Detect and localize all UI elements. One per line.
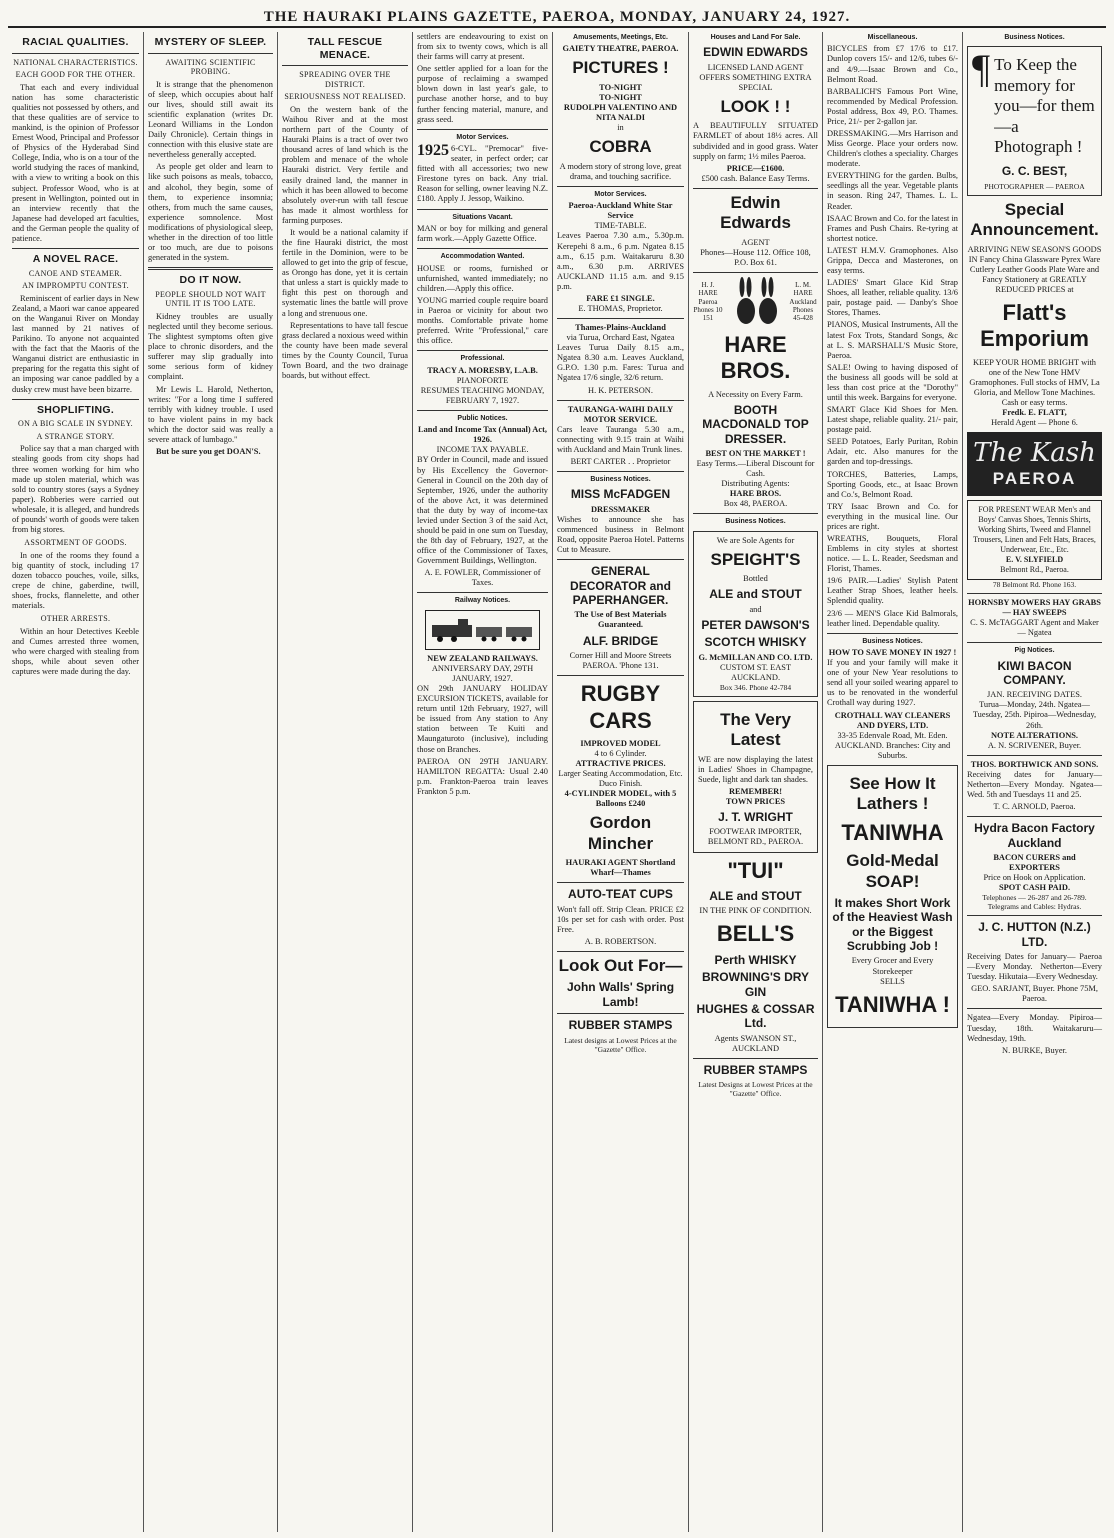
section-label: Amusements, Meetings, Etc. — [573, 34, 668, 41]
farmlet-body: A BEAUTIFULLY SITUATED FARMLET of about 18½ acres. All subdivided and in good grass. Water supply on farm; 1½ miles Paeroa. — [693, 121, 818, 161]
section-label: Motor Services. — [456, 133, 509, 141]
divider — [12, 53, 139, 54]
thames-service-route: via Turua, Orchard East, Ngatea — [566, 333, 675, 343]
divider — [693, 272, 818, 273]
article-tail: But be sure you get DOAN'S. — [156, 446, 261, 456]
mincher-name: Gordon Mincher — [587, 813, 654, 853]
divider — [557, 1013, 684, 1014]
kash-goods: FOR PRESENT WEAR Men's and Boys' Canvas Shoes, Tennis Shirts, Working Shirts, Tweed and Flannel Trousers, Linen and Felt Hats, Braces, Underwear, Etc., Etc. — [973, 504, 1096, 554]
rugby-body: Larger Seating Accommodation, Etc. Duco Finish. — [558, 769, 683, 789]
farmlet-price: PRICE—£1600. — [726, 163, 785, 173]
kash-address: Belmont Rd., Paeroa. — [1000, 564, 1069, 574]
article-paragraph: On the western bank of the Waihou River and at the most northern part of the County of Hauraki Plains is a tract of over two thousand acres of land which is the problem and menace of the whole Hauraki district. Very fertile and easily drained land, the manner in which it has been allowed to become absolutely over-run with tall fescue has made it almost worthless for farming purposes. — [282, 104, 408, 225]
headline-shoplifting: SHOPLIFTING. — [36, 403, 115, 416]
professional-name: TRACY A. MORESBY, L.A.B. — [427, 365, 538, 375]
flatts-emporium: Flatt's Emporium — [980, 299, 1089, 352]
divider — [12, 399, 139, 400]
tonight-label: TO-NIGHT — [599, 92, 642, 102]
headline-racial-qualities: RACIAL QUALITIES. — [22, 36, 129, 48]
booth-best: BEST ON THE MARKET ! — [705, 448, 806, 458]
classified-ad: MAN or boy for milking and general farm work.—Apply Gazette Office. — [417, 223, 548, 244]
bus-service-title: Paeroa-Auckland White Star Service — [568, 201, 673, 221]
tauranga-service-body: Cars leave Tauranga 5.30 a.m., connecting with 9.15 train at Waihi with Auckland and Main Trunk lines. — [557, 424, 684, 454]
misc-ad: BICYCLES from £7 17/6 to £17. Dunlop covers 15/- and 12/6, tubes 6/- and 4/9.—Isaac Brown and Co., Belmont Road. — [827, 44, 958, 84]
borthwick-buyer: T. C. ARNOLD, Paeroa. — [993, 802, 1076, 812]
divider — [967, 642, 1102, 643]
thames-service-title: Thames-Plains-Auckland — [575, 323, 666, 333]
decorator-title: GENERAL DECORATOR and PAPERHANGER. — [570, 564, 671, 608]
misc-ad: TORCHES, Batteries, Lamps, Sporting Goods, etc., at Isaac Brown and Co.'s, Belmont Road. — [827, 469, 958, 499]
dawson-name: PETER DAWSON'S — [701, 617, 810, 632]
divider — [282, 65, 408, 66]
farmlet-terms: £500 cash. Balance Easy Terms. — [701, 173, 810, 183]
kash-ad-header — [967, 432, 1102, 496]
auto-teat-body: Won't fall off. Strip Clean. PRICE £2 10s per set for cash with order. Post Free. — [557, 904, 684, 934]
column-1 — [8, 32, 144, 1532]
booth-title: BOOTH MACDONALD TOP DRESSER. — [702, 402, 809, 446]
tax-body: BY Order in Council, made and issued by His Excellency the Governor-General in Council on the 20th day of September, 1926, under the authority of the above Act, it was determined that the duty by way of income-tax levied under Section 3 of the said Act, should be paid in one sum on Tuesday, the 8th day of February, 1927, at the office of the Commissioner of Taxes, Government Buildings, Wellington. — [417, 455, 548, 566]
divider — [557, 675, 684, 676]
masthead: THE HAURAKI PLAINS GAZETTE, PAEROA, MONDAY, JANUARY 24, 1927. — [8, 6, 1106, 28]
subhead: PEOPLE SHOULD NOT WAIT UNTIL IT IS TOO LATE. — [155, 289, 266, 309]
divider — [557, 318, 684, 319]
hutton-buyer: GEO. SARJANT, Buyer. Phone 75M, Paeroa. — [971, 984, 1098, 1004]
divider — [417, 350, 548, 351]
rubber-stamps-body: Latest Designs at Lowest Prices at the "Gazette" Office. — [698, 1080, 813, 1099]
agent-name: Edwin Edwards — [720, 192, 791, 233]
thames-service-sign: H. K. PETERSON. — [588, 385, 653, 395]
section-label: Motor Services. — [594, 190, 647, 198]
article-paragraph: Kidney troubles are usually neglected until they become serious. The slightest symptoms often give place to chronic disorders, and the sufferer may slip gradually into some serious form of kidney complaint. — [148, 311, 273, 382]
hydra-telephones: Telephones — 26-287 and 26-789. Telegrams and Cables: Hydras. — [982, 893, 1087, 912]
see-how-heading: See How It Lathers ! — [849, 773, 936, 814]
kiwi-bacon-title: KIWI BACON COMPANY. — [997, 658, 1072, 687]
column-6 — [689, 32, 823, 1532]
wright-ad — [693, 701, 818, 853]
kiwi-note: NOTE ALTERATIONS. — [990, 730, 1079, 740]
article-paragraph: settlers are endeavouring to exist on from six to twenty cows, which is all their farms will carry at present. — [417, 32, 548, 62]
divider — [693, 1058, 818, 1059]
headline-novel-race: A NOVEL RACE. — [32, 253, 119, 266]
pictures-heading: PICTURES ! — [572, 58, 669, 78]
subhead: SERIOUSNESS NOT REALISED. — [284, 92, 406, 102]
classified-ad: HOUSE or rooms, furnished or unfurnished, wanted immediately; no children.—Apply this office. — [417, 263, 548, 293]
divider — [693, 513, 818, 514]
subhead: AWAITING SCIENTIFIC PROBING. — [165, 57, 256, 77]
hydra-price: Price on Hook on Application. — [983, 873, 1086, 883]
hydra-cash: SPOT CASH PAID. — [998, 883, 1071, 893]
section-label: Situations Vacant. — [452, 213, 513, 221]
booth-terms: Easy Terms.—Liberal Discount for Cash. — [696, 459, 815, 479]
taniwha-ad — [827, 765, 958, 1028]
divider — [417, 592, 548, 593]
dressmaker-name: MISS McFADGEN — [570, 487, 671, 502]
misc-ad: LATEST H.M.V. Gramophones. Also Grippa, Decca and Masterones, on easy terms. — [827, 245, 958, 276]
article-paragraph: One settler applied for a loan for the purpose of reclaiming a swamped blown down in last year's gale, to purchase another horse, and to buy further fencing material, manure, and grass seed. — [417, 64, 548, 124]
browning-gin: BROWNING'S DRY GIN — [701, 970, 810, 999]
article-paragraph: In one of the rooms they found a big quantity of stock, including 17 dozen tobacco pouches, voile, silks, crepe de chine, gaberdine, twill, shoes, frocks, flannelette, and other materials. — [12, 550, 139, 611]
flatts-agent: Herald Agent — Phone 6. — [991, 418, 1078, 428]
hydra-title: Hydra Bacon Factory Auckland — [974, 821, 1095, 850]
railway-tail: PAEROA ON 29TH JANUARY. HAMILTON REGATTA: Usual 2.40 p.m. Frankton-Paeroa train leaves Frankton 5 p.m. — [417, 756, 548, 796]
save-money-title: HOW TO SAVE MONEY IN 1927 ! — [828, 648, 957, 658]
column-8 — [963, 32, 1106, 1532]
divider — [417, 209, 548, 210]
subhead: ASSORTMENT OF GOODS. — [24, 538, 127, 548]
hare-bros-ad — [693, 277, 818, 327]
thames-service-body: Leaves Turua Daily 8.15 a.m., Ngatea 8.30 a.m. Leaves Auckland, G.P.O. 1.30 p.m. Fares: Turua and Ngatea 17/6 single, 32/6 return. — [557, 343, 684, 383]
section-label: Accommodation Wanted. — [440, 253, 525, 261]
perth-whisky: Perth WHISKY — [714, 952, 797, 967]
crothall-name: CROTHALL WAY CLEANERS AND DYERS, LTD. — [834, 710, 951, 730]
dressmaker-body: Wishes to announce she has commenced business in Belmont Road, opposite Paeroa Hotel. Patterns Cut to Measure. — [557, 514, 684, 555]
divider — [12, 248, 139, 249]
tui-condition: IN THE PINK OF CONDITION. — [699, 906, 812, 916]
bells-heading: BELL'S — [716, 921, 795, 947]
kash-town: PAEROA — [992, 469, 1077, 489]
borthwick-title: THOS. BORTHWICK AND SONS. — [970, 759, 1099, 769]
best-name: G. C. BEST, — [1001, 164, 1068, 179]
film-stars: RUDOLPH VALENTINO AND NITA NALDI — [563, 103, 678, 123]
decorator-address: Corner Hill and Moore Streets PAEROA. 'Phone 131. — [569, 650, 672, 671]
divider — [557, 471, 684, 472]
article-paragraph: Representations to have tall fescue grass declared a noxious weed within the county have been made several times by the County Council, Turua Town Board, and the two drainage boards, but without effect. — [282, 320, 408, 380]
ale-stout: ALE and STOUT — [709, 587, 802, 602]
divider — [967, 593, 1102, 594]
subhead: CANOE AND STEAMER. — [28, 268, 123, 278]
misc-ad: 19/6 PAIR.—Ladies' Stylish Patent Leather Strap Shoes, leather heels. Splendid quality. — [827, 576, 958, 606]
misc-ad: SMART Glace Kid Shoes for Men. Latest shape, reliable quality. 21/- pair, postage paid. — [827, 405, 958, 435]
car-ad — [417, 144, 548, 204]
kiwi-buyer: A. N. SCRIVENER, Buyer. — [987, 740, 1082, 750]
headline-mystery-of-sleep: MYSTERY OF SLEEP. — [154, 36, 267, 48]
mowers-agent: C. S. McTAGGART Agent and Maker — Ngatea — [970, 617, 1099, 638]
misc-ad: EVERYTHING for the garden. Bulbs, seedlings all the year. Vegetable plants in season. Ring 247, Thames. L. L. Reader. — [827, 171, 958, 211]
taniwha-name-footer: TANIWHA ! — [835, 991, 950, 1017]
mcmillan-address: CUSTOM ST. EAST AUCKLAND. — [719, 662, 792, 682]
misc-ad: DRESSMAKING.—Mrs Harrison and Miss George. Place your orders now. Children's clothes a speciality. Charges moderate. — [827, 129, 958, 169]
rugby-cars-heading: RUGBY CARS — [580, 681, 661, 733]
headline-tall-fescue: TALL FESCUE MENACE. — [307, 36, 383, 61]
scotch-whisky: SCOTCH WHISKY — [704, 635, 807, 650]
hare-bros-logo: HARE BROS. — [720, 331, 791, 384]
land-agent-name: EDWIN EDWARDS — [703, 45, 808, 60]
booth-address: Box 48, PAEROA. — [723, 499, 788, 509]
photograph-slogan: To Keep the memory for you—for them —a Photograph ! — [994, 55, 1095, 156]
section-label: Miscellaneous. — [867, 34, 918, 41]
special-announcement: Special Announcement. — [970, 199, 1099, 240]
misc-ad: SEED Potatoes, Early Puritan, Robin Adair, etc. Also manures for the garden and top-dressings. — [827, 437, 958, 467]
latest-heading: The Very Latest — [720, 709, 791, 750]
section-label: Business Notices. — [1004, 34, 1065, 41]
look-heading: LOOK ! ! — [720, 97, 791, 117]
flatts-body: KEEP YOUR HOME BRIGHT with one of the New Tone HMV Gramophones. Full stocks of HMV, La Gloria, and Mellow Tone Machines. Cash or easy terms. — [969, 357, 1100, 407]
train-logo — [425, 610, 540, 650]
subhead: ON A BIG SCALE IN SYDNEY. — [18, 419, 133, 429]
tauranga-service-sign: BERT CARTER . . Proprietor — [570, 456, 671, 466]
bus-timetable-label: TIME-TABLE. — [594, 221, 647, 231]
hare-auckland-contact: L. M. HARE Auckland Phones 45-428 — [789, 280, 817, 323]
decorator-tagline: The Use of Best Materials Guaranteed. — [574, 610, 667, 630]
every-grocer: Every Grocer and Every Storekeeper — [851, 956, 934, 976]
speights-ad — [693, 531, 818, 697]
booth-distributors: Distributing Agents: — [721, 479, 790, 489]
section-label: Professional. — [460, 355, 505, 363]
divider — [148, 267, 273, 270]
classified-ad: YOUNG married couple require board in Paeroa or vicinity for about two months. Comfortable private home preferred. Write "Professional," care this office. — [417, 295, 548, 346]
auto-teat-sign: A. B. ROBERTSON. — [584, 937, 657, 946]
divider — [417, 410, 548, 411]
column-7 — [823, 32, 963, 1532]
section-label: Business Notices. — [725, 518, 786, 526]
kash-logo: The Kash — [973, 438, 1096, 469]
pilcrow-icon: ¶ — [972, 46, 991, 92]
article-paragraph: As people get older and learn to like such poisons as meals, tobacco, and alcohol, they begin, some of them, to experience insomnia; others, from much the same causes, experience somnolence. Most modifications of physiological sleep, whether in the direction of too little or too much, are due to poisons generated in the system. — [148, 162, 273, 263]
walls-lamb: John Walls' Spring Lamb! — [566, 980, 675, 1009]
section-label: Public Notices. — [457, 414, 508, 422]
column-3 — [278, 32, 413, 1532]
rubber-stamps-title: RUBBER STAMPS — [703, 1062, 808, 1077]
columns — [8, 32, 1106, 1532]
hutton-title: J. C. HUTTON (N.Z.) LTD. — [978, 920, 1091, 949]
hughes-address: Agents SWANSON ST., AUCKLAND — [714, 1033, 797, 1053]
bus-timetable: Leaves Paeroa 7.30 a.m., 5.30p.m. Kerepehi 8 a.m., 6 p.m. Ngatea 8.15 a.m., 6.15 p.m. Waitakaruru 8.30 a.m., 6.30 p.m. ARRIVES AUCKLAND 11.15 a.m. and 9.15 p.m. — [557, 231, 684, 291]
article-paragraph: Reminiscent of earlier days in New Zealand, a Maori war canoe appeared on the Wanganui River on Monday last manned by 21 natives of Parikino. To anyone not acquainted with the fact that the Maoris of the Wanganui district are enthusiastic in preparing for the regatta this sight of an imposing war canoe paddled by a dusky crew must have been bizarre. — [12, 293, 139, 394]
rubber-stamps-title: RUBBER STAMPS — [568, 1018, 673, 1033]
bus-fare: FARE £1 SINGLE. — [586, 293, 655, 303]
misc-ad: LADIES' Smart Glace Kid Strap Shoes, all leather, reliable quality. 13/6 pair, postage paid. — Danby's Shoe Stores, Thames. — [827, 278, 958, 318]
kiwi-dates-label: JAN. RECEIVING DATES. — [987, 690, 1082, 700]
divider — [967, 816, 1102, 817]
article-paragraph: It is strange that the phenomenon of sleep, which occupies about half our lives, should still await its scientific explanation (writes Dr. Leonard Williams in the London Daily Chronicle). Certain things in connection with this elusive state are nevertheless generally accepted. — [148, 79, 273, 160]
column-5 — [553, 32, 689, 1532]
article-paragraph: Police say that a man charged with stealing goods from city shops had three women working for him who made up stolen material, which was sold to country stores (says a Sydney paper). Robberies were carried out wholesale, it is alleged, and hundreds of pounds' worth of goods were taken from big stores. — [12, 444, 139, 534]
misc-ad: SALE! Owing to having disposed of the business all goods will be sold at less than cost price at the "Dorothy" until this week. Bargains for everyone. — [827, 362, 958, 402]
mowers-title: HORNSBY MOWERS HAY GRABS — HAY SWEEPS — [968, 597, 1101, 617]
photograph-ad — [967, 46, 1102, 195]
town-prices: TOWN PRICES — [725, 796, 786, 806]
tonight-label: TO-NIGHT — [599, 82, 642, 92]
divider — [417, 129, 548, 130]
divider — [557, 882, 684, 883]
misc-ad: BARBALICH'S Famous Port Wine, recommended by Medical Profession. Postal address, Box 49, P.O. Thames. Price, 21/- per 2-gallon jar. — [827, 86, 958, 126]
divider — [148, 53, 273, 54]
rugby-price: 4-CYLINDER MODEL, with 5 Balloons £240 — [564, 789, 677, 809]
tax-signature: A. E. FOWLER, Commissioner of Taxes. — [424, 568, 541, 588]
tui-heading: "TUI" — [727, 857, 784, 883]
decorator-name: ALF. BRIDGE — [582, 633, 659, 648]
auto-teat-title: AUTO-TEAT CUPS — [568, 887, 673, 902]
rubber-stamps-body: Latest designs at Lowest Prices at the "Gazette" Office. — [564, 1035, 677, 1054]
taniwha-name: TANIWHA — [841, 819, 944, 845]
railway-subtitle: ANNIVERSARY DAY, 29TH JANUARY, 1927. — [431, 663, 534, 684]
hare-tagline: A Necessity on Every Farm. — [708, 389, 803, 399]
crothall-address: 33-35 Edenvale Road, Mt. Eden. AUCKLAND. Branches: City and Suburbs. — [834, 730, 951, 760]
railway-body: ON 29th JANUARY HOLIDAY EXCURSION TICKETS, available for return until 12th February, 1927, will be issued from Any station to Any station between Te Kuiti and Maungaturoto (inclusive), including those on Branches. — [417, 684, 548, 754]
divider — [557, 400, 684, 401]
divider — [827, 633, 958, 634]
speights-name: SPEIGHT'S — [710, 549, 801, 569]
divider — [557, 559, 684, 560]
section-label: Railway Notices. — [454, 597, 511, 605]
final-buyer: N. BURKE, Buyer. — [1002, 1045, 1067, 1055]
car-ad-body: 6-CYL. "Premocar" five-seater, in perfect order; car fitted with all accessories; two new Firestone tyres on back. Any trial. Reason for selling, owner leaving N.Z. £180. Apply J. Jessop, Waikino. — [417, 144, 548, 204]
wright-role: FOOTWEAR IMPORTER, BELMONT RD., PAEROA. — [707, 827, 804, 847]
section-label: Business Notices. — [862, 637, 923, 645]
divider — [693, 188, 818, 189]
column-4 — [413, 32, 553, 1532]
film-title: COBRA — [589, 137, 652, 157]
car-year: 1925 — [417, 142, 449, 160]
headline-do-it-now: DO IT NOW. — [179, 274, 242, 287]
rugby-prices: ATTRACTIVE PRICES. — [575, 759, 666, 769]
kash-owner: E. V. SLYFIELD — [1005, 554, 1064, 564]
subhead: NATIONAL CHARACTERISTICS. — [13, 57, 138, 67]
booth-distributor-name: HARE BROS. — [729, 489, 782, 499]
photographer-label: PHOTOGRAPHER — PAEROA — [984, 181, 1085, 191]
tax-title: Land and Income Tax (Annual) Act, 1926. — [418, 425, 547, 445]
film-description: A modern story of strong love, great drama, and touching sacrifice. — [559, 161, 682, 181]
sole-agents: We are Sole Agents for — [716, 535, 795, 545]
divider — [557, 951, 684, 952]
subhead: OTHER ARRESTS. — [40, 614, 111, 624]
lookout-heading: Look Out For— — [558, 956, 683, 976]
agent-role: AGENT — [741, 237, 770, 247]
rugby-model: IMPROVED MODEL — [580, 738, 661, 748]
tauranga-service-title: TAURANGA-WAIHI DAILY MOTOR SERVICE. — [567, 404, 674, 424]
railway-title: NEW ZEALAND RAILWAYS. — [427, 653, 538, 663]
theatre-name: GAIETY THEATRE, PAEROA. — [562, 44, 679, 54]
hughes-cossar: HUGHES & COSSAR Ltd. — [696, 1001, 815, 1031]
mincher-agent: HAURAKI AGENT Shortland Wharf—Thames — [565, 858, 676, 878]
land-agent-role: LICENSED LAND AGENT OFFERS SOMETHING EXTRA SPECIAL — [699, 62, 812, 92]
misc-ad: TRY Isaac Brown and Co. for everything in the musical line. Our prices are right. — [827, 501, 958, 531]
article-paragraph: That each and every individual nation has some characteristic qualities not possessed by others, and that these qualities are of service to mankind, is the opinion of Professor Ernest Wood, Principal and Professor of Physics of the Hyderabad Sind College, India, who is on a tour of the world studying the races of mankind, with a view to writing a book on this subject. Professor Wood, who is at present in Wellington, pointed out in an interview recently that the Japanese had developed art faculties, and the German people the quality of patience. — [12, 82, 139, 243]
misc-ad: ISAAC Brown and Co. for the latest in Frames and Push Chairs. Re-tyring at shortest notice. — [827, 213, 958, 243]
flatts-sign: Fredk. E. FLATT, — [1002, 408, 1067, 418]
rugby-cylinders: 4 to 6 Cylinder. — [594, 748, 647, 758]
section-label: Houses and Land For Sale. — [710, 34, 801, 41]
dressmaker-role: DRESSMAKER — [590, 504, 651, 514]
subhead: AN IMPROMPTU CONTEST. — [22, 281, 129, 291]
mcmillan-box: Box 346. Phone 42-784 — [719, 682, 792, 692]
borthwick-dates: Receiving dates for January— Netherton—Every Monday. Ngatea—Wed. 5th and Tuesdays 11 and 25. — [967, 769, 1102, 799]
professional-role: PIANOFORTE — [456, 375, 509, 385]
train-icon — [428, 617, 538, 643]
divider — [967, 755, 1102, 756]
kiwi-dates: Turua—Monday, 24th. Ngatea—Tuesday, 25th. Pipiroa—Wednesday, 26th. — [972, 700, 1097, 730]
and-label: and — [749, 604, 762, 614]
arriving-goods: ARRIVING NEW SEASON'S GOODS IN Fancy China Glassware Pyrex Ware Cutlery Leather Goods Plate Ware and Fancy Stationery at GREATLY REDUCED PRICES at — [967, 244, 1102, 294]
divider — [967, 915, 1102, 916]
save-money-body: If you and your family will make it one of your New Year resolutions to send all your soiled wearing apparel to us to be renovated in the wonderful Crothall way during 1927. — [827, 658, 958, 708]
agent-phones: Phones—House 112. Office 108, P.O. Box 61. — [700, 247, 811, 267]
hare-icon — [726, 277, 786, 327]
section-label: Pig Notices. — [1014, 647, 1055, 655]
professional-body: RESUMES TEACHING MONDAY, FEBRUARY 7, 1927. — [420, 385, 545, 405]
tax-subtitle: INCOME TAX PAYABLE. — [436, 445, 529, 455]
divider — [967, 1008, 1102, 1009]
divider — [557, 186, 684, 187]
gold-medal-soap: Gold-Medal SOAP! — [846, 851, 939, 891]
kash-phone: 78 Belmont Rd. Phone 163. — [992, 579, 1077, 589]
bottled-label: Bottled — [743, 574, 768, 584]
bus-proprietor: E. THOMAS, Proprietor. — [578, 303, 663, 313]
column-2 — [144, 32, 278, 1532]
hare-paeroa-contact: H. J. HARE Paeroa Phones 10 151 — [693, 280, 723, 323]
article-paragraph: Within an hour Detectives Keeble and Cumes arrested three women, who were charged with stealing from shops, while about seven other captures were made during the day. — [12, 626, 139, 677]
hutton-dates: Receiving Dates for January— Paeroa—Every Monday. Netherton—Every Tuesday. Hikutaia—Every Wednesday. — [967, 952, 1102, 982]
misc-ad: WREATHS, Bouquets, Floral Emblems in city styles at shortest notice. — L. L. Reader, Seedsman and Florist, Thames. — [827, 533, 958, 574]
mcmillan-name: G. McMILLAN AND CO. LTD. — [698, 652, 813, 662]
misc-ad: 23/6 — MEN'S Glace Kid Balmorals, leather lined. Dependable quality. — [827, 608, 958, 628]
section-label: Business Notices. — [590, 476, 651, 484]
misc-ad: PIANOS, Musical Instruments, All the latest Fox Trots, Standard Songs, &c at L. S. MARSHALL'S Music Store, Paeroa. — [827, 320, 958, 360]
subhead: SPREADING OVER THE DISTRICT. — [299, 70, 391, 89]
article-paragraph: It would be a national calamity if the fine Hauraki district, the most fertile in the Dominion, were to be allowed to get into the grip of fescue, as Orongo has done, yet it is certain that unless a start is quickly made to fight this pest on thorough and systematic lines the battle will prove a long and strenuous one. — [282, 227, 408, 318]
short-work: It makes Short Work of the Heaviest Wash or the Biggest Scrubbing Job ! — [832, 895, 953, 954]
subhead: EACH GOOD FOR THE OTHER. — [15, 70, 136, 80]
wright-name: J. T. WRIGHT — [718, 809, 793, 824]
article-paragraph: Mr Lewis L. Harold, Netherton, writes: "For a long time I suffered terribly with kidney trouble. I used to have violent pains in my back which the doctor said was really a severe attack of lumbago." — [148, 384, 273, 444]
sells-label: SELLS — [880, 976, 905, 986]
kash-ad-body — [967, 500, 1102, 580]
film-in: in — [617, 123, 624, 133]
divider — [417, 248, 548, 249]
latest-body: WE are now displaying the latest in Ladies' Shoes in Champagne, Suede, light and dark tan shades. — [698, 754, 813, 784]
tui-ale-stout: ALE and STOUT — [709, 888, 802, 903]
final-dates: Ngatea—Every Monday. Pipiroa—Tuesday, 18th. Waitakaruru—Wednesday, 19th. — [967, 1013, 1102, 1043]
remember-label: REMEMBER! — [728, 786, 783, 796]
hydra-subtitle: BACON CURERS and EXPORTERS — [993, 852, 1076, 873]
subhead: A STRANGE STORY. — [36, 431, 115, 441]
